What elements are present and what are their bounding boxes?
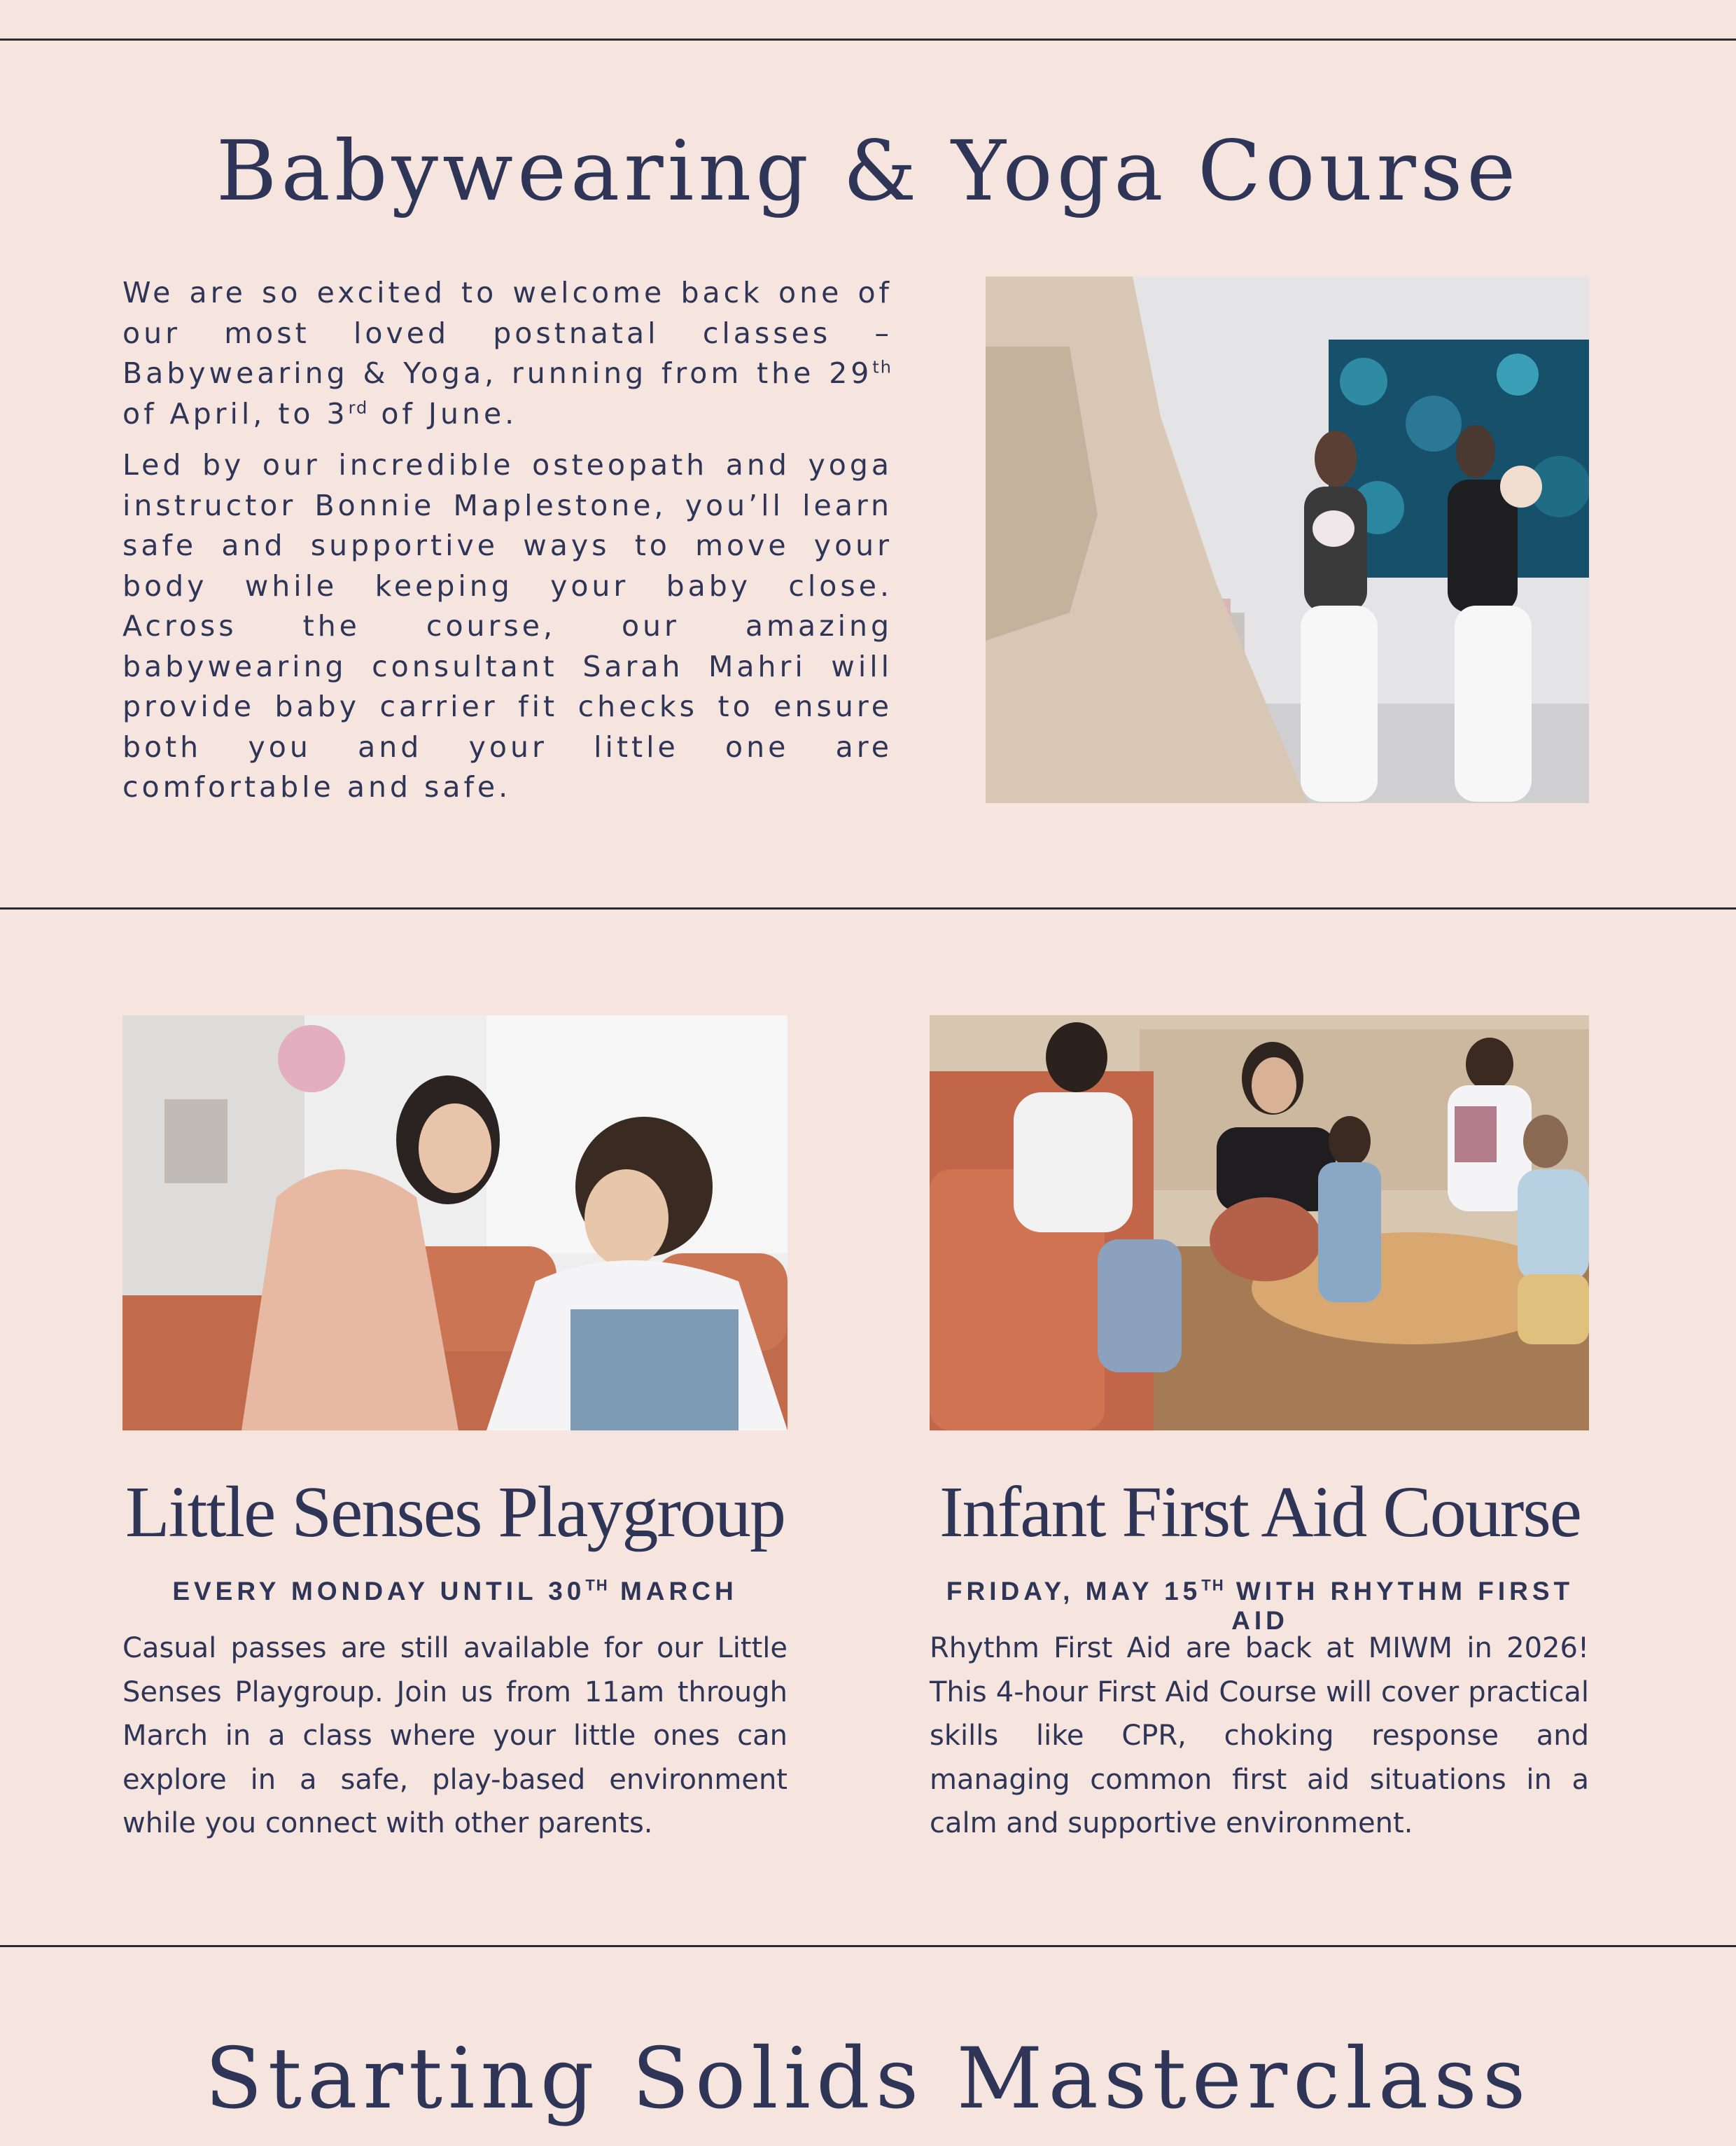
- first-aid-title: Infant First Aid Course: [939, 1472, 1581, 1552]
- first-aid-photo: [930, 1015, 1589, 1430]
- yoga-class-photo: [986, 277, 1589, 803]
- intro-sup-rd: rd: [348, 397, 369, 417]
- playgroup-description: Casual passes are still available for our Little Senses Playgroup. Join us from 11am through March in a class where your little ones can explore in a safe, play-based environment while you connect with other parents.: [122, 1632, 788, 1839]
- solids-title: Starting Solids Masterclass: [204, 2030, 1532, 2128]
- playgroup-schedule-sup: TH: [585, 1576, 609, 1594]
- playgroup-title: Little Senses Playgroup: [125, 1472, 785, 1552]
- intro-sup-th: th: [872, 357, 892, 377]
- playgroup-schedule-a: EVERY MONDAY UNTIL 30: [172, 1577, 586, 1605]
- babywearing-description: Led by our incredible osteopath and yoga instructor Bonnie Maplestone, you’ll learn safe and supportive ways to move your body while keeping your baby close. Across the course, our amazing babywearing consultant Sarah Mahri will provide baby carrier fit checks to ensure both you and your little one are comfortable and safe.: [122, 448, 892, 804]
- babywearing-intro: [122, 273, 892, 434]
- babywearing-title: Babywearing & Yoga Course: [216, 123, 1520, 219]
- first-aid-schedule-b: WITH RHYTHM FIRST AID: [1224, 1577, 1574, 1635]
- playgroup-schedule-b: MARCH: [608, 1577, 738, 1605]
- intro-text-c: of June.: [368, 396, 518, 431]
- first-aid-description: Rhythm First Aid are back at MIWM in 2026! This 4-hour First Aid Course will cover practical skills like CPR, choking response and managing common first aid situations in a calm and supportive environment.: [930, 1632, 1589, 1839]
- first-aid-schedule-sup: TH: [1201, 1576, 1225, 1594]
- playgroup-photo: [122, 1015, 788, 1430]
- intro-text-b: of April, to 3: [122, 396, 349, 431]
- first-aid-schedule-a: FRIDAY, MAY 15: [946, 1577, 1202, 1605]
- playgroup-schedule: [112, 1577, 798, 1606]
- intro-text-a: We are so excited to welcome back one of our most loved postnatal classes – Babywearing & Yoga, running from the 29: [122, 276, 892, 390]
- lower-divider: [0, 1945, 1736, 1947]
- top-divider: [0, 39, 1736, 41]
- middle-divider: [0, 907, 1736, 910]
